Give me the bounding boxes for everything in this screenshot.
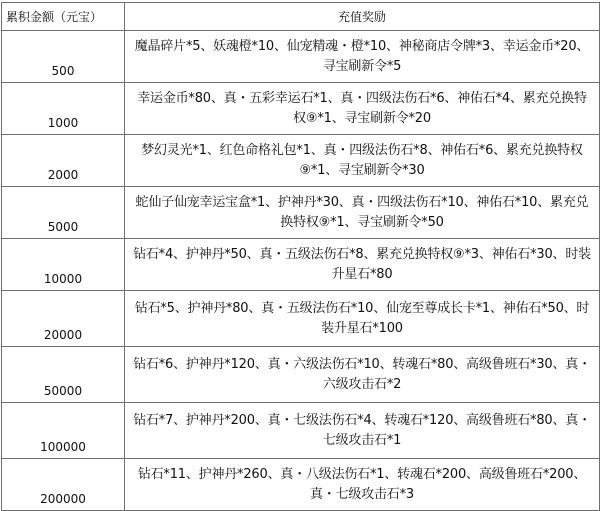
reward-cell: 钻石*11、护神丹*260、真・八级法伤石*1、转魂石*200、高级鲁班石*200、真・七级攻击石*3 [125, 459, 600, 511]
table-header-row [2, 3, 600, 31]
table-row [2, 31, 600, 83]
reward-cell: 钻石*5、护神丹*80、真・五级法伤石*10、仙宠至尊成长卡*1、神佑石*50、时装升星石*100 [125, 291, 600, 347]
reward-cell: 幸运金币*80、真・五彩幸运石*1、真・四级法伤石*6、神佑石*4、累充兑换特权⑨*1、寻宝刷新令*20 [125, 83, 600, 135]
amount-cell: 1000 [2, 83, 125, 135]
reward-cell: 梦幻灵光*1、红色命格礼包*1、真・四级法伤石*8、神佑石*6、累充兑换特权⑨*1、寻宝刷新令*30 [125, 135, 600, 187]
reward-cell: 钻石*7、护神丹*200、真・七级法伤石*4、转魂石*120、高级鲁班石*80、真・七级攻击石*1 [125, 403, 600, 459]
amount-cell: 100000 [2, 403, 125, 459]
amount-cell: 2000 [2, 135, 125, 187]
amount-cell: 200000 [2, 459, 125, 511]
reward-cell: 钻石*6、护神丹*120、真・六级法伤石*10、转魂石*80、高级鲁班石*30、真・六级攻击石*2 [125, 347, 600, 403]
table-row [2, 83, 600, 135]
reward-cell: 钻石*4、护神丹*50、真・五级法伤石*8、累充兑换特权⑨*3、神佑石*30、时装升星石*80 [125, 239, 600, 291]
table-row [2, 403, 600, 459]
amount-cell: 50000 [2, 347, 125, 403]
amount-column-header: 累积金额（元宝） [2, 3, 125, 31]
reward-cell: 魔晶碎片*5、妖魂橙*10、仙宠精魂・橙*10、神秘商店令牌*3、幸运金币*20、寻宝刷新令*5 [125, 31, 600, 83]
reward-column-header: 充值奖励 [125, 3, 600, 31]
amount-cell: 5000 [2, 187, 125, 239]
amount-cell: 20000 [2, 291, 125, 347]
table-row [2, 459, 600, 511]
amount-cell: 10000 [2, 239, 125, 291]
table-row [2, 291, 600, 347]
recharge-reward-table [1, 2, 600, 511]
table-row [2, 187, 600, 239]
reward-cell: 蛇仙子仙宠幸运宝盒*1、护神丹*30、真・四级法伤石*10、神佑石*10、累充兑换特权⑨*1、寻宝刷新令*50 [125, 187, 600, 239]
table-row [2, 135, 600, 187]
table-row [2, 347, 600, 403]
table-row [2, 239, 600, 291]
amount-cell: 500 [2, 31, 125, 83]
